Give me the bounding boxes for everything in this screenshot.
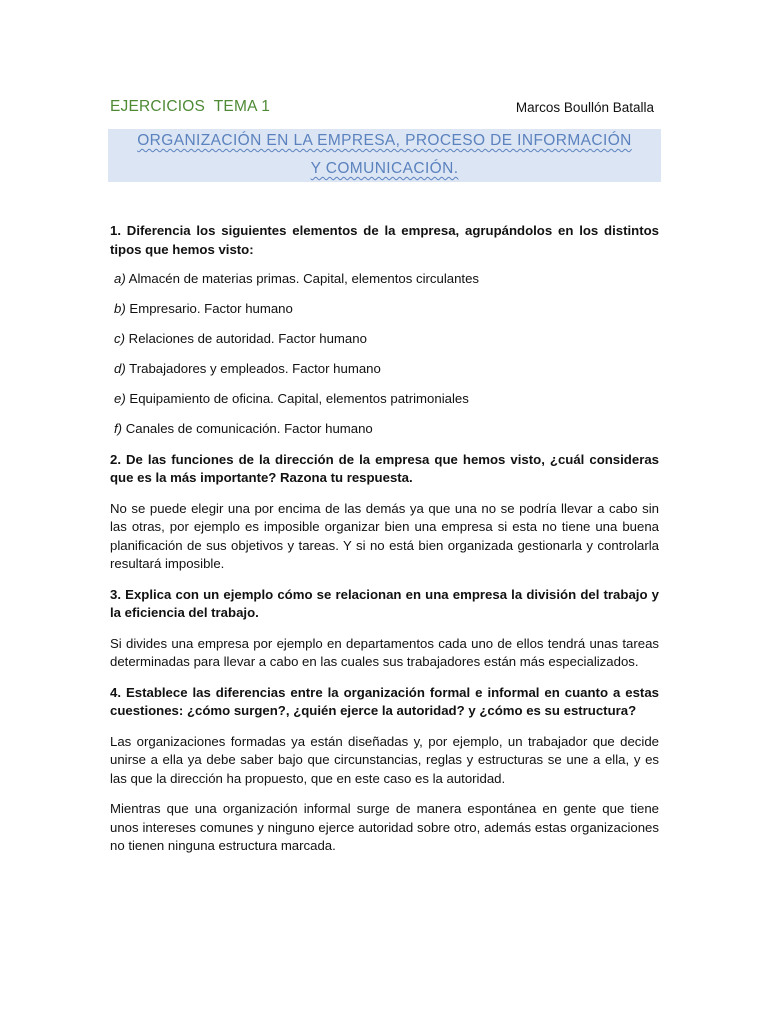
title-banner xyxy=(108,129,661,182)
item-letter: d) xyxy=(114,361,126,377)
item-letter: f) xyxy=(114,421,123,437)
list-item xyxy=(114,330,659,349)
item-letter: e) xyxy=(114,391,126,407)
question-1: 1. Diferencia los siguientes elementos de la empresa, agrupándolos en los distintos tipos que hemos visto: xyxy=(110,223,659,257)
list-item xyxy=(114,270,659,289)
list-item xyxy=(114,390,659,409)
item-text: Almacén de materias primas. Capital, elementos circulantes xyxy=(128,271,480,286)
answer-4-formal: Las organizaciones formadas ya están diseñadas y, por ejemplo, un trabajador que decide unirse a ella ya debe saber bajo que circunstancias, reglas y estructuras se une a ella, y es las que la dirección ha propuesto, que en este caso es la autoridad. xyxy=(110,733,659,786)
item-letter: c) xyxy=(114,331,125,347)
list-item xyxy=(114,300,659,319)
item-text: Relaciones de autoridad. Factor humano xyxy=(128,331,367,347)
list-item xyxy=(114,420,659,439)
question-3: 3. Explica con un ejemplo cómo se relacionan en una empresa la división del trabajo y la eficiencia del trabajo. xyxy=(110,586,659,621)
title-line-1: ORGANIZACIÓN EN LA EMPRESA, PROCESO DE INFORMACIÓN xyxy=(137,132,632,149)
question-2: 2. De las funciones de la dirección de la empresa que hemos visto, ¿cuál consideras que es la más importante? Razona tu respuesta. xyxy=(110,451,659,486)
item-letter: b) xyxy=(114,301,126,317)
document-body xyxy=(110,222,659,868)
answer-2: No se puede elegir una por encima de las demás ya que una no se podría llevar a cabo sin las otras, por ejemplo es imposible organizar bien una empresa si esta no tiene una buena planificación de sus objetivos y tareas. Y si no está bien organizada gestionarla y controlarla resultará imposible. xyxy=(110,500,659,572)
title-line-2: Y COMUNICACIÓN. xyxy=(310,160,459,177)
answer-3: Si divides una empresa por ejemplo en departamentos cada uno de ellos tendrá unas tareas determinadas para llevar a cabo en las cuales sus trabajadores están más especializados. xyxy=(110,635,659,670)
item-text: Equipamiento de oficina. Capital, elementos patrimoniales xyxy=(129,391,469,407)
header-author: Marcos Boullón Batalla xyxy=(515,100,654,115)
item-text: Empresario. Factor humano xyxy=(129,301,293,317)
item-text: Trabajadores y empleados. Factor humano xyxy=(129,361,381,377)
item-letter: a) xyxy=(114,271,126,286)
item-text: Canales de comunicación. Factor humano xyxy=(125,421,373,437)
header-exercise-title: EJERCICIOS TEMA 1 xyxy=(110,98,271,115)
list-item xyxy=(114,360,659,379)
question-4: 4. Establece las diferencias entre la organización formal e informal en cuanto a estas cuestiones: ¿cómo surgen?, ¿quién ejerce la autoridad? y ¿cómo es su estructura? xyxy=(110,684,659,719)
answer-4-informal: Mientras que una organización informal surge de manera espontánea en gente que tiene unos intereses comunes y ninguno ejerce autoridad sobre otro, además estas organizaciones no tienen ninguna estructura marcada. xyxy=(110,801,659,854)
